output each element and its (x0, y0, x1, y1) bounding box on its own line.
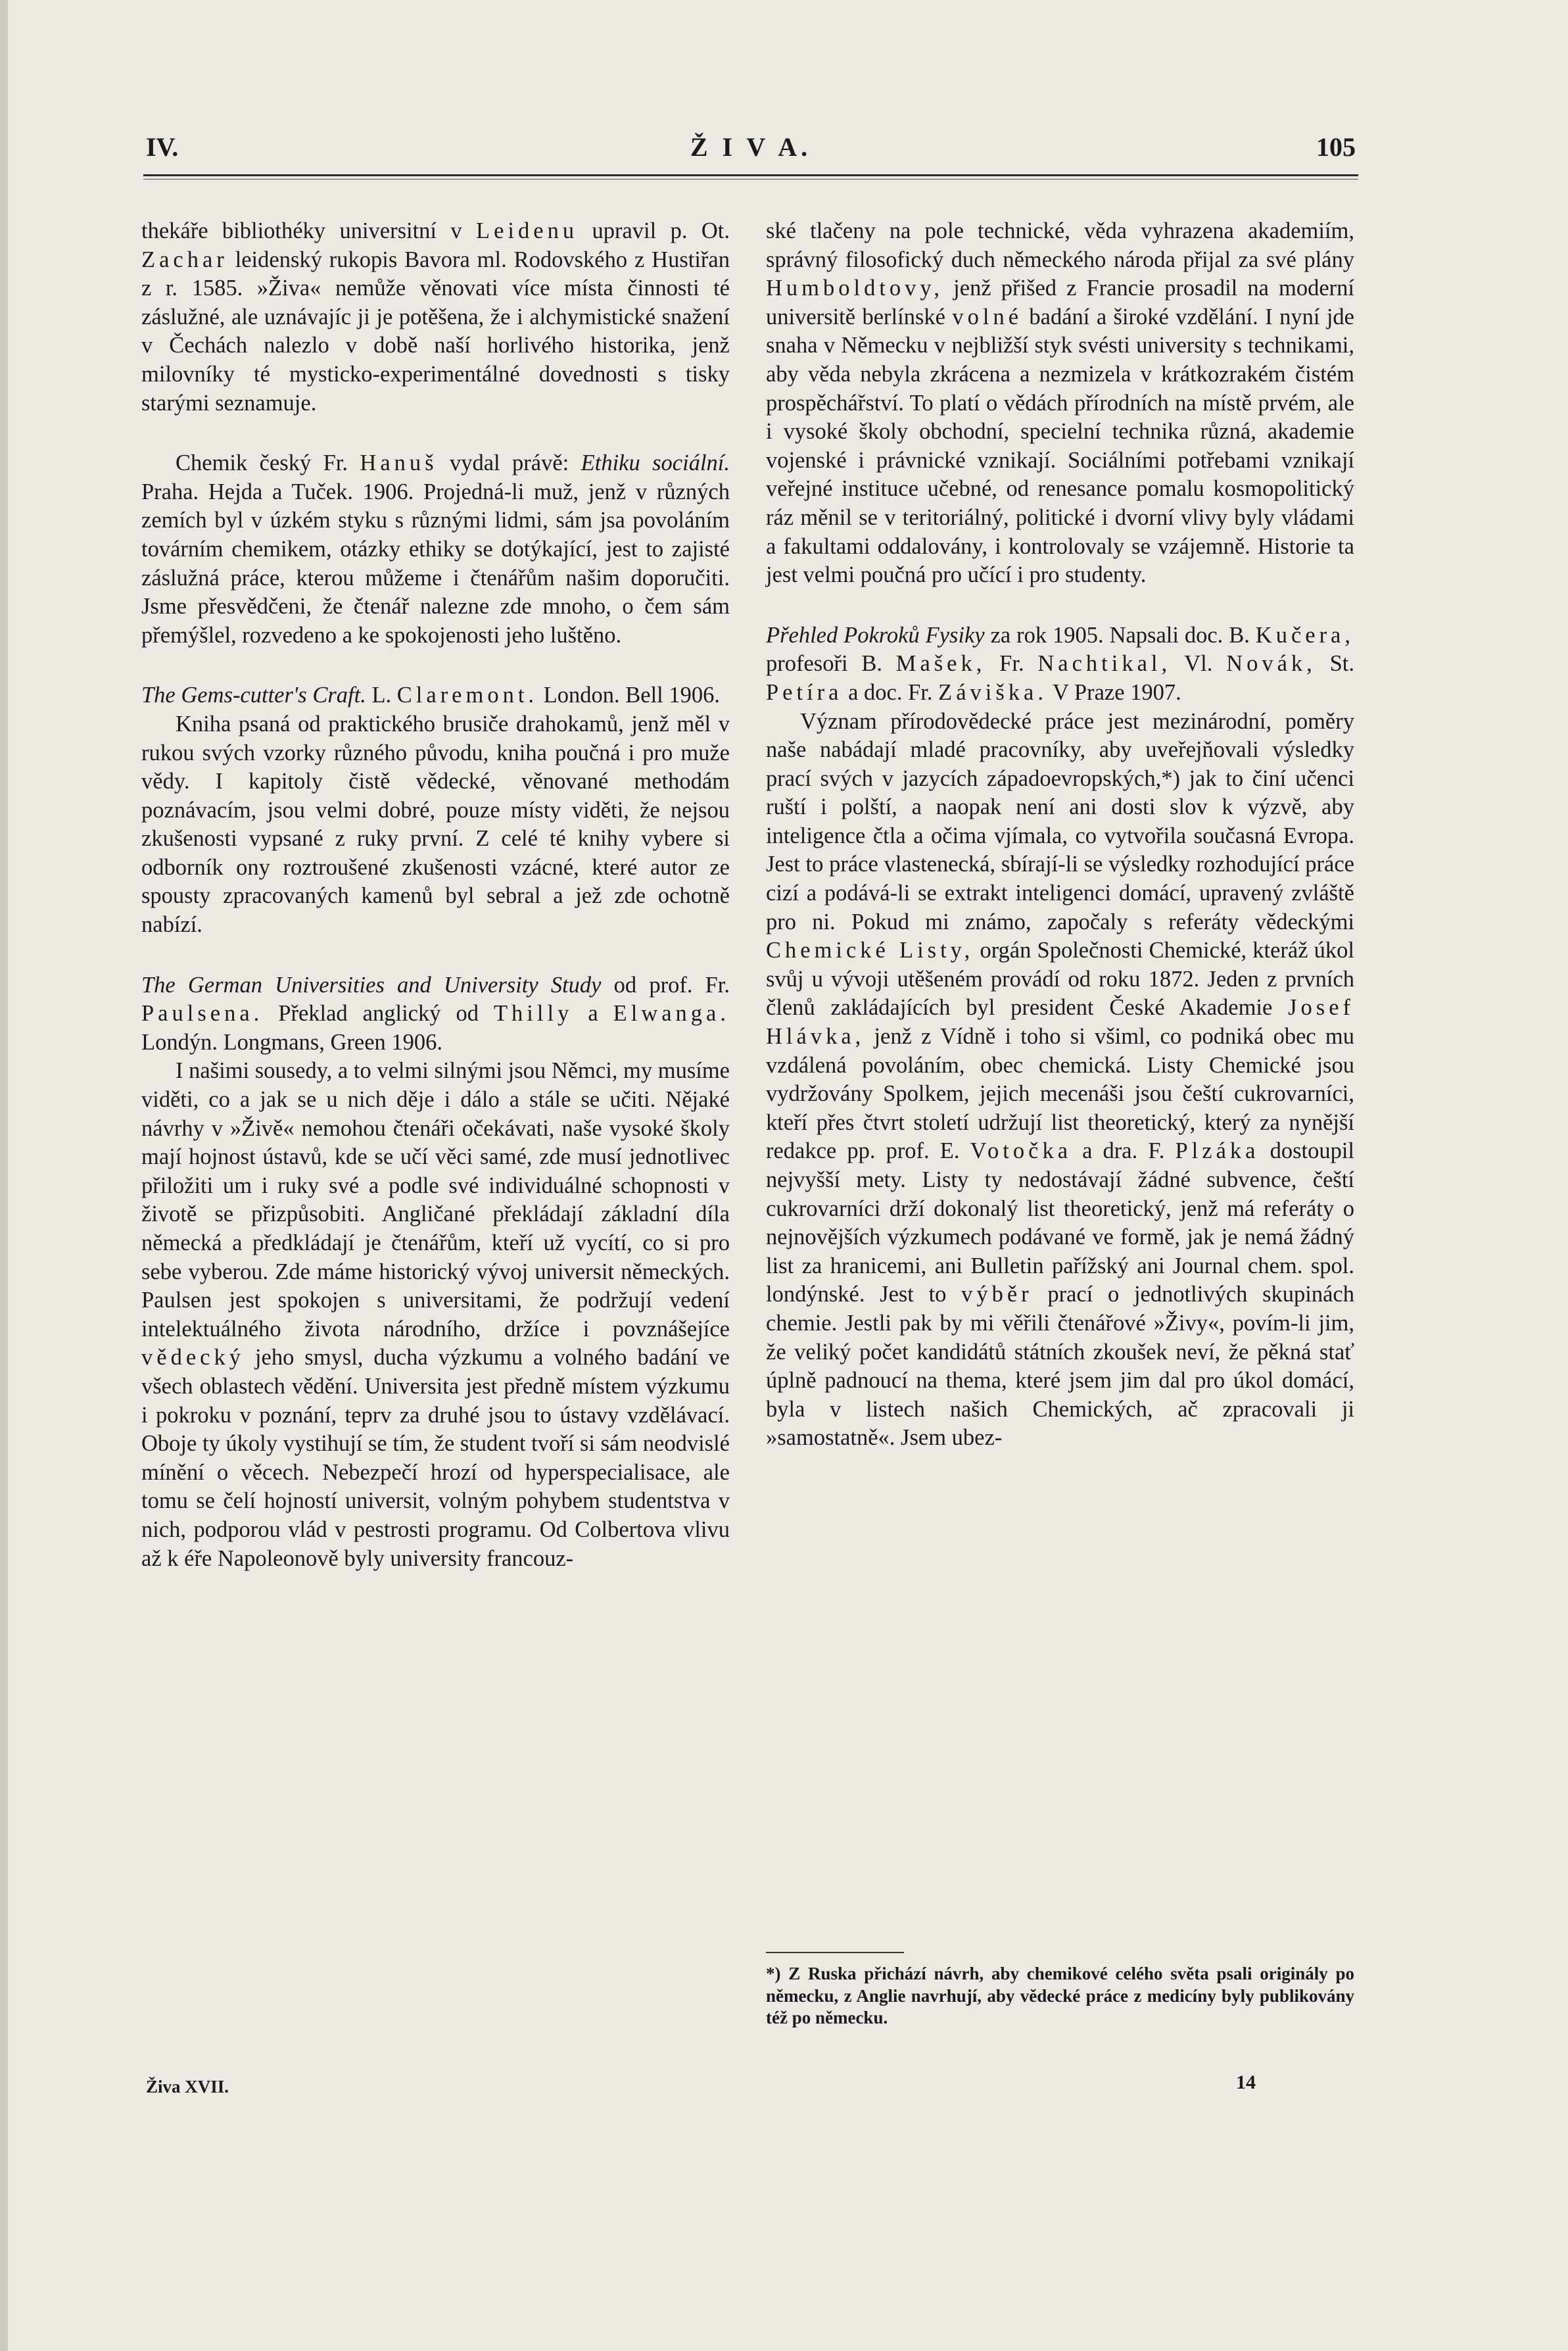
running-header (146, 132, 1356, 171)
right-column (766, 217, 1354, 1453)
paragraph-gap (766, 590, 1354, 621)
paragraph: ské tlačeny na pole technické, věda vyhrazena akademiím, správný filosofický duch německého národa přijal za své plány Humboldtovy, jenž přišed z Francie prosadil na moderní universitě berlínské volné badání a široké vzdělání. I nyní jde snaha v Německu v nejbližší styk svésti university s technikami, aby věda nebyla zkrácena a nezmizela v krátkozrakém čistém prospěchářství. To platí o vědách přírodních na místě prvém, ale i vysoké školy obchodní, specielní technika různá, akademie vojenské i právnické vznikají. Sociálními potřebami vznikají veřejné instituce učebné, od renesance pomalu kosmopolitický ráz měnil se v teritoriálný, politické i dvorní vlivy byly vládami a fakultami oddalovány, i kontrolovaly se vzájemně. Historie ta jest velmi poučná pro učící i pro studenty. (766, 218, 1354, 588)
footnote: *) Z Ruska přichází návrh, aby chemikové celého světa psali originály po německu, z Anglie navrhují, aby vědecké práce z medicíny byly publikovány též po německu. (766, 1964, 1354, 2027)
paragraph: Chemik český Fr. Hanuš vydal právě: Ethiku sociální. Praha. Hejda a Tuček. 1906. Projedná-li muž, jenž v různých zemích byl v úzkém styku s různými lidmi, sám jsa povoláním továrním chemikem, otázky ethiky se dotýkající, jest to zajisté záslužná práce, kterou můžeme i čtenářům našim doporučiti. Jsme přesvědčeni, že čtenář nalezne zde mnoho, o čem sám přemýšlel, rozvedeno a ke spokojenosti jeho luštěno. (141, 450, 730, 648)
volume-number: IV. (146, 132, 179, 162)
header-rule-thin (143, 179, 1358, 180)
paragraph: Význam přírodovědecké práce jest mezinárodní, poměry naše nabádají mladé pracovníky, aby uveřejňovali výsledky prací svých v jazycích západoevropských,*) jak to činí učenci ruští i polští, a naopak není ani dosti slov k výzvě, aby inteligence čtla a očima vjímala, co vytvořila současná Evropa. Jest to práce vlastenecká, sbírají-li se výsledky rozhodující práce cizí a podává-li se extrakt inteligenci domácí, upravený zvláště pro ni. Pokud mi známo, započaly s referáty vědeckými Chemické Listy, orgán Společnosti Chemické, kteráž úkol svůj u vývoji utěšeném provádí od roku 1872. Jeden z prvních členů zakládajících byl president České Akademie Josef Hlávka, jenž z Vídně i toho si všiml, co podniká obec mu vzdálená povoláním, obec chemická. Listy Chemické jsou vydržovány Spolkem, jejich mecenáši jsou čeští cukrovarníci, kteří přes čtvrt století udržují list theoretický, který za nynější redakce pp. prof. E. Votočka a dra. F. Plzáka dostoupil nejvyšší mety. Listy ty nedostávají žádné subvence, čeští cukrovarníci drží dokonalý list theoretický, jenž má referáty o nejnovějších výzkumech podávané ve formě, jak je nemá žádný list za hranicemi, ani Bulletin pařížský ani Journal chem. spol. londýnské. Jest to výběr prací o jednotlivých skupinách chemie. Jestli pak by mi věřili čtenářové »Živy«, povím-li jim, že veliký počet kandidátů státních zkoušek neví, že pěkná stať úplně padnoucí na thema, které jsem jim dal pro úkol domácí, byla v listech našich Chemických, ač zpracovali ji »samostatně«. Jsem ubez- (766, 708, 1355, 1451)
paragraph-gap (141, 650, 730, 681)
journal-title: Ž I V A. (690, 132, 812, 162)
paragraph: Kniha psaná od praktického brusiče drahokamů, jenž měl v rukou svých vzorky různého původu, kniha poučná i pro muže vědy. I kapitoly čistě vědecké, věnované methodám poznávacím, jsou velmi dobré, pouze místy viděti, že nejsou zkušenosti vypsané z ruky první. Z celé té knihy vybere si odborník ony roztroušené zkušenosti vzácné, které autor ze spousty zpracovaných kamenů byl sebral a jež zde ochotně nabízí. (141, 711, 730, 938)
paragraph-gap (141, 940, 730, 971)
sheet-number: 14 (1236, 2072, 1256, 2093)
page-edge (0, 0, 8, 2351)
paragraph: I našimi sousedy, a to velmi silnými jsou Němci, my musíme viděti, co a jak se u nich děje i dálo a stále se učiti. Nějaké návrhy v »Živě« nemohou čtenáři očekávati, naše vysoké školy mají hojnost ústavů, kde se učí věci samé, zde musí jednotlivec přiložiti um i ruky své a podle své individuálné schopnosti v životě se přizpůsobiti. Angličané překládají základní díla německá a předkládají je čtenářům, kteří už vycítí, co si pro sebe vyberou. Zde máme historický vývoj universit německých. Paulsen jest spokojen s universitami, že podržují vedení intelektuálného života národního, držíce i povznášejíce vědecký jeho smysl, ducha výzkumu a volného badání ve všech oblastech vědění. Universita jest předně místem výzkumu i pokroku v poznání, teprv za druhé jsou to ústavy vzdělávací. Oboje ty úkoly vystihují se tím, že student tvoří si sám neodvislé mínění o věcech. Nebezpečí hrozí od hyperspecialisace, ale tomu se čelí hojností universit, volným pohybem studentstva v nich, podporou vlád v pestrosti programu. Od Colbertova vlivu až k éře Napoleonově byly university francouz- (141, 1058, 730, 1571)
paragraph: The Gems-cutter's Craft. L. Claremont. London. Bell 1906. (141, 683, 720, 708)
page-number: 105 (1316, 132, 1356, 162)
paragraph: Přehled Pokroků Fysiky za rok 1905. Napsali doc. B. Kučera, profesoři B. Mašek, Fr. Nachtikal, Vl. Novák, St. Petíra a doc. Fr. Záviška. V Praze 1907. (766, 622, 1354, 705)
header-rule (143, 174, 1358, 176)
paragraph: The German Universities and University Study od prof. Fr. Paulsena. Překlad anglický od Thilly a Elwanga. Londýn. Longmans, Green 1906. (141, 972, 730, 1055)
signature-mark: Živa XVII. (146, 2077, 229, 2097)
paragraph: thekáře bibliothéky universitní v Leidenu upravil p. Ot. Zachar leidenský rukopis Bavora ml. Rodovského z Hustiřan z r. 1585. »Živa« nemůže věnovati více místa činnosti té záslužné, ale uznávajíc ji je potěšena, že i alchymistické snažení v Čechách nalezlo v době naší horlivého historika, jenž milovníky té mysticko-experimentálné dovednosti s tisky starými seznamuje. (141, 218, 730, 416)
paragraph-gap (141, 418, 730, 449)
left-column (141, 217, 730, 1573)
footnote-rule (766, 1952, 904, 1953)
